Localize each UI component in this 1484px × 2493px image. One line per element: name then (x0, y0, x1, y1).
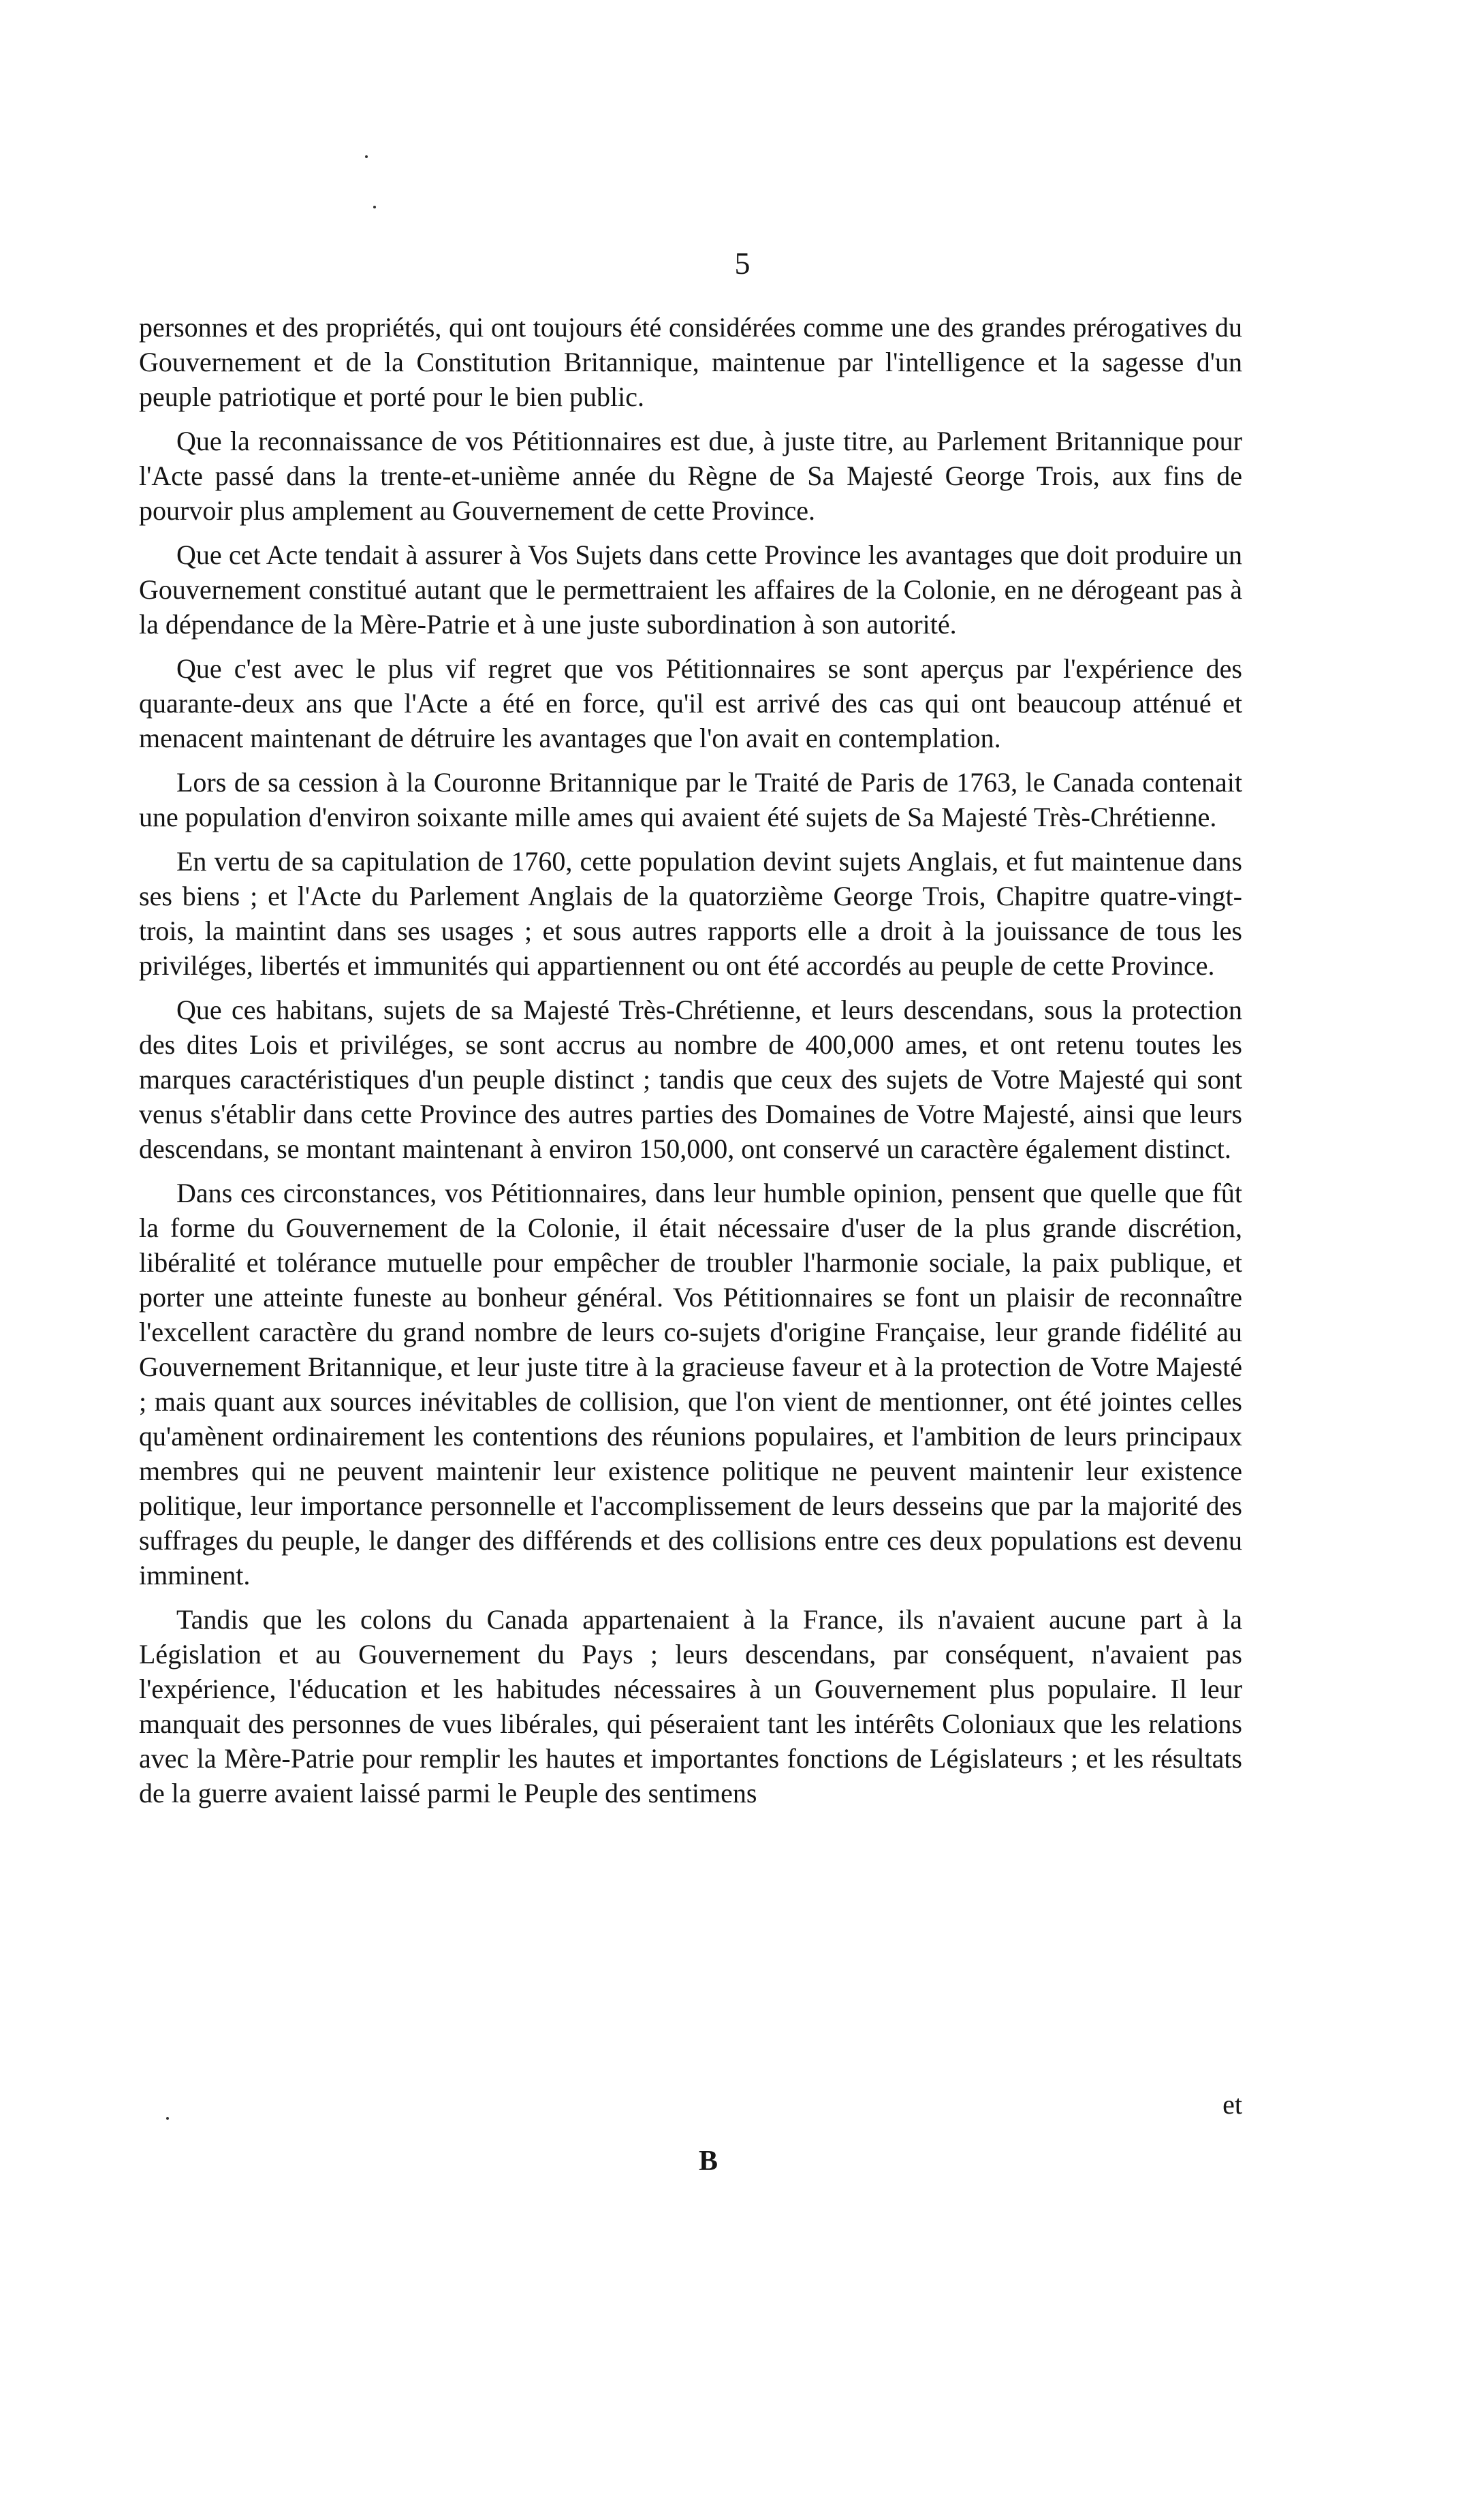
ink-speck-bottom (166, 2117, 169, 2120)
ink-speck-top (365, 155, 368, 158)
paragraph-regret: Que c'est avec le plus vif regret que vos Pétitionnaires se sont aperçus par l'expérience des quarante-deux ans que l'Acte a été en force, qu'il est arrivé des cas qui ont beaucoup atténué et menacent maintenant de détruire les avantages que l'on avait en contemplation. (139, 653, 1242, 753)
paragraph-reconnaissance: Que la reconnaissance de vos Pétitionnaires est due, à juste titre, au Parlement Britannique pour l'Acte passé dans la trente-et-unième année du Règne de Sa Majesté George Trois, aux fins de pourvoir plus amplement au Gouvernement de cette Province. (139, 426, 1242, 526)
paragraph-colons: Tandis que les colons du Canada appartenaient à la France, ils n'avaient aucune part à la Législation et au Gouvernement du Pays ; leurs descendans, par conséquent, n'avaient pas l'expérience, l'éducation et les habitudes nécessaires à un Gouvernement plus populaire. Il leur manquait des personnes de vues libérales, qui péseraient tant les intérêts Coloniaux que les relations avec la Mère-Patrie pour remplir les hautes et importantes fonctions de Législateurs ; et les résultats de la guerre avaient laissé parmi le Peuple des sentimens (139, 1604, 1242, 1808)
paragraph-cession: Lors de sa cession à la Couronne Britannique par le Traité de Paris de 1763, le Canada contenait une population d'environ soixante mille ames qui avaient été sujets de Sa Majesté Très-Chrétienne. (139, 767, 1242, 832)
page-body (139, 310, 1242, 1820)
catchword: et (1222, 2089, 1242, 2120)
paragraph-acte: Que cet Acte tendait à assurer à Vos Sujets dans cette Province les avantages que doit produire un Gouvernement constitué autant que le permettraient les affaires de la Colonie, en ne dérogeant pas à la dépendance de la Mère-Patrie et à une juste subordination à son autorité. (139, 539, 1242, 640)
paragraph-capitulation: En vertu de sa capitulation de 1760, cette population devint sujets Anglais, et fut maintenue dans ses biens ; et l'Acte du Parlement Anglais de la quatorzième George Trois, Chapitre quatre-vingt-trois, la maintint dans ses usages ; et sous autres rapports elle a droit à la jouissance de tous les priviléges, libertés et immunités qui appartiennent ou ont été accordés au peuple de cette Province. (139, 846, 1242, 981)
paragraph-circonstances: Dans ces circonstances, vos Pétitionnaires, dans leur humble opinion, pensent que quelle que fût la forme du Gouvernement de la Colonie, il était nécessaire d'user de la plus grande discrétion, libéralité et tolérance mutuelle pour empêcher de troubler l'harmonie sociale, la paix publique, et porter une atteinte funeste au bonheur général. Vos Pétitionnaires se font un plaisir de reconnaître l'excellent caractère du grand nombre de leurs co-sujets d'origine Française, leur grande fidélité au Gouvernement Britannique, et leur juste titre à la gracieuse faveur et à la protection de Votre Majesté ; mais quant aux sources inévitables de collision, que l'on vient de mentionner, ont été jointes celles qu'amènent ordinairement les contentions des réunions populaires, et l'ambition de leurs principaux membres qui ne peuvent maintenir leur existence politique ne peuvent maintenir leur existence politique, leur importance personnelle et l'accomplissement de leurs desseins que par la majorité des suffrages du peuple, le danger des différends et des collisions entre ces deux populations est devenu imminent. (139, 1178, 1242, 1590)
page-number: 5 (734, 246, 751, 281)
paragraph-habitans: Que ces habitans, sujets de sa Majesté Très-Chrétienne, et leurs descendans, sous la protection des dites Lois et priviléges, se sont accrus au nombre de 400,000 ames, et ont retenu toutes les marques caractéristiques d'un peuple distinct ; tandis que ceux des sujets de Votre Majesté qui sont venus s'établir dans cette Province des autres parties des Domaines de Votre Majesté, ainsi que leurs descendans, se montant maintenant à environ 150,000, ont conservé un caractère également distinct. (139, 994, 1242, 1164)
ink-speck-mid (373, 206, 376, 208)
signature-mark: B (698, 2146, 718, 2177)
paragraph-continuation: personnes et des propriétés, qui ont toujours été considérées comme une des grandes prérogatives du Gouvernement et de la Constitution Britannique, maintenue par l'intelligence et la sagesse d'un peuple patriotique et porté pour le bien public. (139, 312, 1242, 412)
